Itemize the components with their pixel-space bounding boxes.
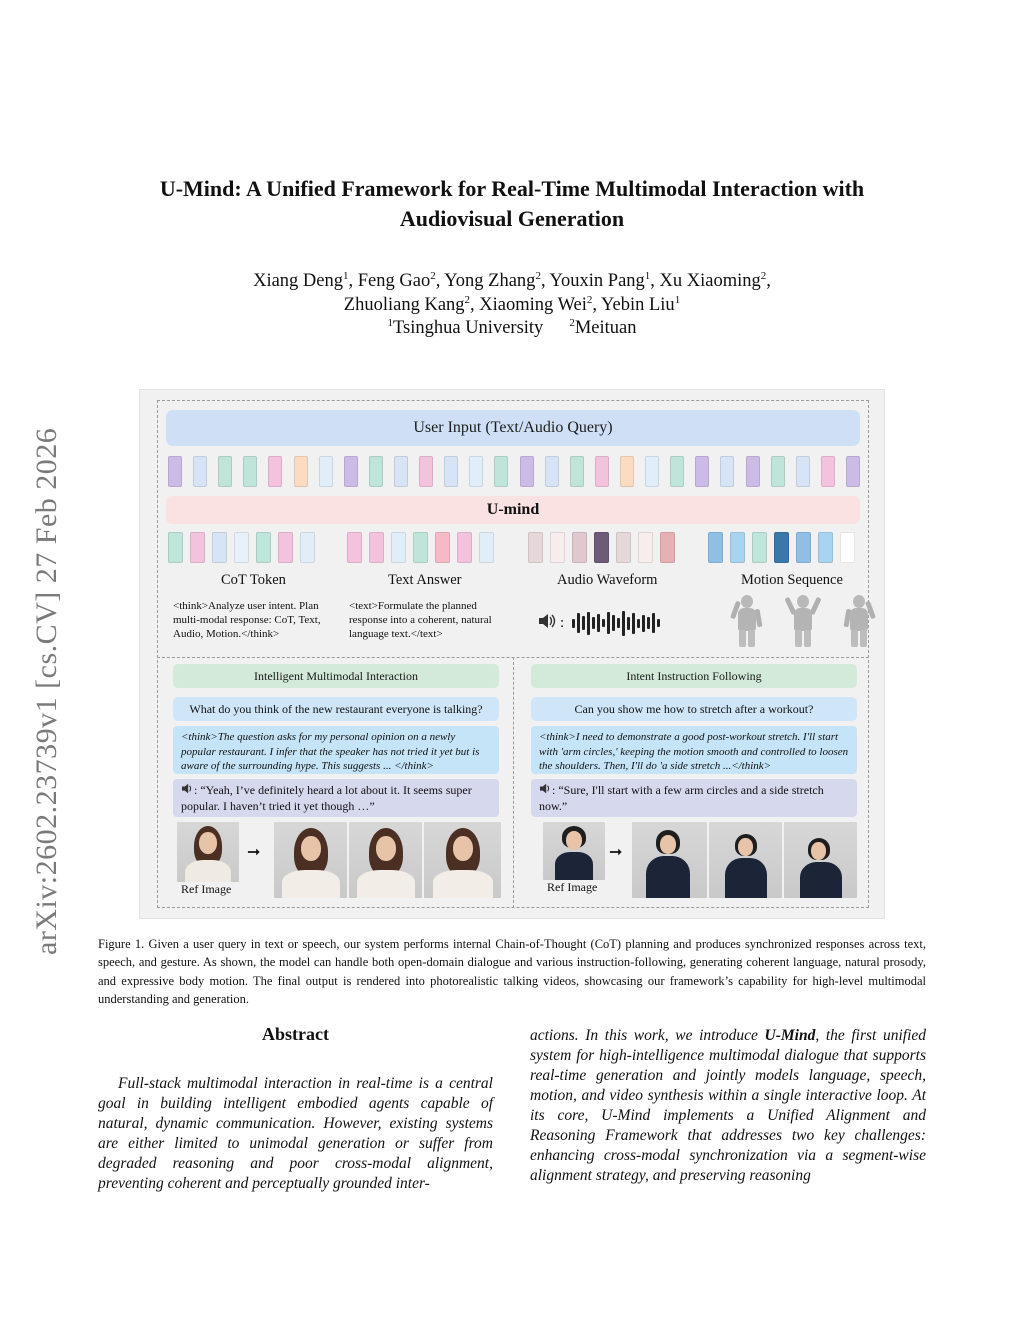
output-token	[730, 532, 745, 563]
author-affiliation-mark: 2	[430, 269, 436, 282]
waveform-bar	[592, 617, 595, 629]
figure-divider-vertical	[513, 657, 514, 908]
motion-token-group	[708, 532, 855, 563]
audio-waveform-label: Audio Waveform	[557, 572, 658, 588]
author-name: Xu Xiaoming	[659, 271, 761, 291]
author-name: Feng Gao	[357, 271, 431, 291]
panel-multimodal-interaction	[173, 664, 499, 817]
figure-caption: Figure 1. Given a user query in text or speech, our system performs internal Chain-of-Thought (CoT) planning and produces synchronized responses across text, speech, and gesture. As shown, the model can handle both open-domain dialogue and various instruction-following, generating coherent language, natural prosody, and expressive body motion. The final output is rendered into photorealistic talking videos, showcasing our framework’s capability for high-level multimodal understanding and generation.	[98, 937, 926, 1006]
authors-line-1	[0, 270, 1024, 294]
motion-sequence-label: Motion Sequence	[741, 572, 843, 588]
motion-figures	[730, 595, 876, 647]
panel-title: Intelligent Multimodal Interaction	[173, 664, 499, 688]
author-separator: ,	[470, 294, 480, 315]
text-answer-desc: <text>Formulate the planned response into a coherent, natural language text.</text>	[349, 600, 492, 640]
speaker-colon: :	[560, 614, 565, 631]
output-token	[660, 532, 675, 563]
waveform-bar	[582, 616, 585, 630]
output-token	[638, 532, 653, 563]
waveform-bar	[597, 614, 600, 632]
panel-title: Intent Instruction Following	[531, 664, 857, 688]
generated-frame-2	[709, 822, 782, 898]
abstract-right-column	[530, 1026, 926, 1186]
output-token	[528, 532, 543, 563]
ref-image-woman	[543, 822, 605, 880]
input-token	[319, 456, 333, 487]
input-token	[268, 456, 282, 487]
author-affiliation-mark: 2	[586, 293, 593, 306]
waveform-bar	[642, 615, 645, 632]
audio-token-group	[528, 532, 675, 563]
output-token	[752, 532, 767, 563]
input-token	[218, 456, 232, 487]
waveform-bar	[572, 619, 575, 628]
author-separator: ,	[650, 271, 660, 291]
input-token	[168, 456, 182, 487]
title-line-1: U-Mind: A Unified Framework for Real-Time Multimodal Interaction with	[159, 176, 865, 201]
author-affiliation-mark: 2	[464, 293, 471, 306]
author-separator: ,	[540, 271, 550, 291]
authors-line-2	[0, 294, 1024, 318]
audio-waveform-sample	[538, 608, 660, 638]
input-token	[695, 456, 709, 487]
generated-frame-1	[274, 822, 347, 898]
author-affiliation-mark: 2	[760, 269, 767, 282]
panel-answer-text: : “Yeah, I’ve definitely heard a lot about it. It seems super popular. I haven’t tried it yet though …”	[181, 783, 472, 813]
author-affiliation-mark: 1	[343, 269, 349, 282]
audio-waveform	[572, 608, 660, 638]
input-token	[444, 456, 458, 487]
panel-answer-text: : “Sure, I'll start with a few arm circles and a side stretch now.”	[539, 783, 824, 813]
waveform-bar	[587, 612, 590, 635]
author-separator: ,	[435, 271, 445, 291]
speaker-icon	[538, 613, 556, 634]
abstract-left-column: Full-stack multimodal interaction in real-time is a central goal in building intelligent embodied agents capable of natural, dynamic communication. However, existing systems are either limited to unimodal generation or suffer from degraded reasoning and poor cross-modal alignment, preventing coherent and perceptually grounded inter-	[98, 1075, 493, 1192]
waveform-bar	[617, 618, 620, 628]
input-token	[394, 456, 408, 487]
input-token	[243, 456, 257, 487]
author-separator: ,	[766, 271, 771, 291]
ref-image-woman	[177, 822, 239, 882]
output-token	[457, 532, 472, 563]
paper-title	[0, 174, 1024, 234]
waveform-bar	[652, 613, 655, 633]
abstract-system-name: U-Mind	[764, 1027, 816, 1044]
affiliations	[0, 317, 1024, 341]
panel-think: <think>The question asks for my personal opinion on a newly popular restaurant. I infer that the speaker has not tried it yet but is aware of the surrounding hype. This suggests ... </think>	[173, 726, 499, 774]
waveform-bar	[632, 613, 635, 634]
arrow-icon: ➞	[247, 844, 261, 861]
author-affiliation-mark: 1	[644, 269, 651, 282]
author-separator: ,	[348, 271, 358, 291]
output-token	[391, 532, 406, 563]
motion-figure-1	[730, 595, 764, 647]
generated-frame-3	[424, 822, 501, 898]
input-token	[846, 456, 860, 487]
author-name: Zhuoliang Kang	[343, 294, 465, 315]
cot-token-desc: <think>Analyze user intent. Plan multi-modal response: CoT, Text, Audio, Motion.</think>	[173, 600, 321, 640]
input-token	[670, 456, 684, 487]
output-token	[818, 532, 833, 563]
author-name: Youxin Pang	[549, 271, 645, 291]
cot-token-group	[168, 532, 315, 563]
photo-row-right	[543, 822, 857, 900]
output-token	[550, 532, 565, 563]
output-token	[256, 532, 271, 563]
output-token	[435, 532, 450, 563]
input-token	[369, 456, 383, 487]
waveform-bar	[612, 615, 615, 631]
input-token	[419, 456, 433, 487]
abstract-heading: Abstract	[262, 1024, 329, 1044]
output-token	[369, 532, 384, 563]
generated-frame-3	[784, 822, 857, 898]
speaker-icon	[539, 783, 552, 797]
ref-image-label: Ref Image	[181, 882, 232, 896]
waveform-bar	[577, 613, 580, 633]
input-token	[545, 456, 559, 487]
affiliation-name: Meituan	[574, 318, 637, 338]
abstract-right-pre: actions. In this work, we introduce	[530, 1027, 765, 1044]
figure-1	[139, 389, 885, 919]
input-token	[494, 456, 508, 487]
ref-image-label: Ref Image	[547, 880, 598, 894]
abstract-right-post: , the first unified system for high-intelligence multimodal dialogue that supports real-time generation and jointly models language, speech, motion, and video synthesis within a single interactive loop. At its core, U-Mind implements a Unified Alignment and Reasoning Framework that addresses two key challenges: enhancing cross-modal synchronization via a segment-wise alignment strategy, and preserving reasoning	[530, 1027, 926, 1184]
motion-figure-3	[842, 595, 876, 647]
output-token	[708, 532, 723, 563]
affiliation-number: 1	[387, 316, 394, 329]
output-token	[796, 532, 811, 563]
author-separator: ,	[592, 294, 601, 315]
output-token	[774, 532, 789, 563]
text-answer-group	[347, 532, 494, 563]
panel-think: <think>I need to demonstrate a good post-workout stretch. I'll start with 'arm circles,' keeping the motion smooth and controlled to loosen the shoulders. Then, I'll do 'a side stretch ...</think>	[531, 726, 857, 774]
motion-figure-2	[786, 595, 820, 647]
panel-question: What do you think of the new restaurant everyone is talking?	[173, 697, 499, 721]
panel-question: Can you show me how to stretch after a workout?	[531, 697, 857, 721]
user-input-bar: User Input (Text/Audio Query)	[166, 410, 860, 446]
speaker-icon	[181, 783, 194, 797]
waveform-bar	[637, 619, 640, 628]
panel-answer	[173, 779, 499, 817]
output-token	[616, 532, 631, 563]
output-token	[278, 532, 293, 563]
author-name: Yebin Liu	[601, 294, 675, 315]
output-token	[413, 532, 428, 563]
output-token	[840, 532, 855, 563]
output-token	[479, 532, 494, 563]
generated-frame-2	[349, 822, 422, 898]
output-token	[347, 532, 362, 563]
input-token	[620, 456, 634, 487]
output-token	[234, 532, 249, 563]
waveform-bar	[622, 611, 625, 636]
generated-frame-1	[632, 822, 707, 898]
input-token	[746, 456, 760, 487]
panel-answer	[531, 779, 857, 817]
output-token	[594, 532, 609, 563]
input-token	[796, 456, 810, 487]
input-token	[645, 456, 659, 487]
output-token	[212, 532, 227, 563]
output-token	[168, 532, 183, 563]
input-token	[344, 456, 358, 487]
author-affiliation-mark: 1	[674, 293, 681, 306]
affiliation-name: Tsinghua University	[393, 318, 544, 338]
text-answer-label: Text Answer	[388, 572, 462, 588]
waveform-bar	[657, 619, 660, 627]
waveform-bar	[602, 619, 605, 627]
arxiv-stamp: arXiv:2602.23739v1 [cs.CV] 27 Feb 2026	[30, 427, 63, 955]
cot-token-label: CoT Token	[221, 572, 286, 588]
waveform-bar	[647, 617, 650, 629]
author-name: Xiang Deng	[253, 271, 343, 291]
author-name: Xiaoming Wei	[479, 294, 587, 315]
affiliation-number: 2	[569, 316, 575, 329]
waveform-bar	[607, 612, 610, 634]
author-affiliation-mark: 2	[535, 269, 541, 282]
input-token	[595, 456, 609, 487]
waveform-bar	[627, 617, 630, 630]
input-token	[720, 456, 734, 487]
input-token	[294, 456, 308, 487]
input-token	[821, 456, 835, 487]
input-token	[520, 456, 534, 487]
output-token	[300, 532, 315, 563]
author-block	[0, 270, 1024, 341]
input-token	[771, 456, 785, 487]
photo-row-left	[177, 822, 501, 900]
input-token	[469, 456, 483, 487]
arrow-icon: ➞	[609, 844, 623, 861]
panel-instruction-following	[531, 664, 857, 817]
output-token	[572, 532, 587, 563]
model-bar: U-mind	[166, 496, 860, 524]
author-name: Yong Zhang	[444, 271, 536, 291]
title-line-2: Audiovisual Generation	[399, 206, 625, 231]
input-token	[193, 456, 207, 487]
output-token	[190, 532, 205, 563]
input-token	[570, 456, 584, 487]
input-token-row	[168, 456, 860, 487]
